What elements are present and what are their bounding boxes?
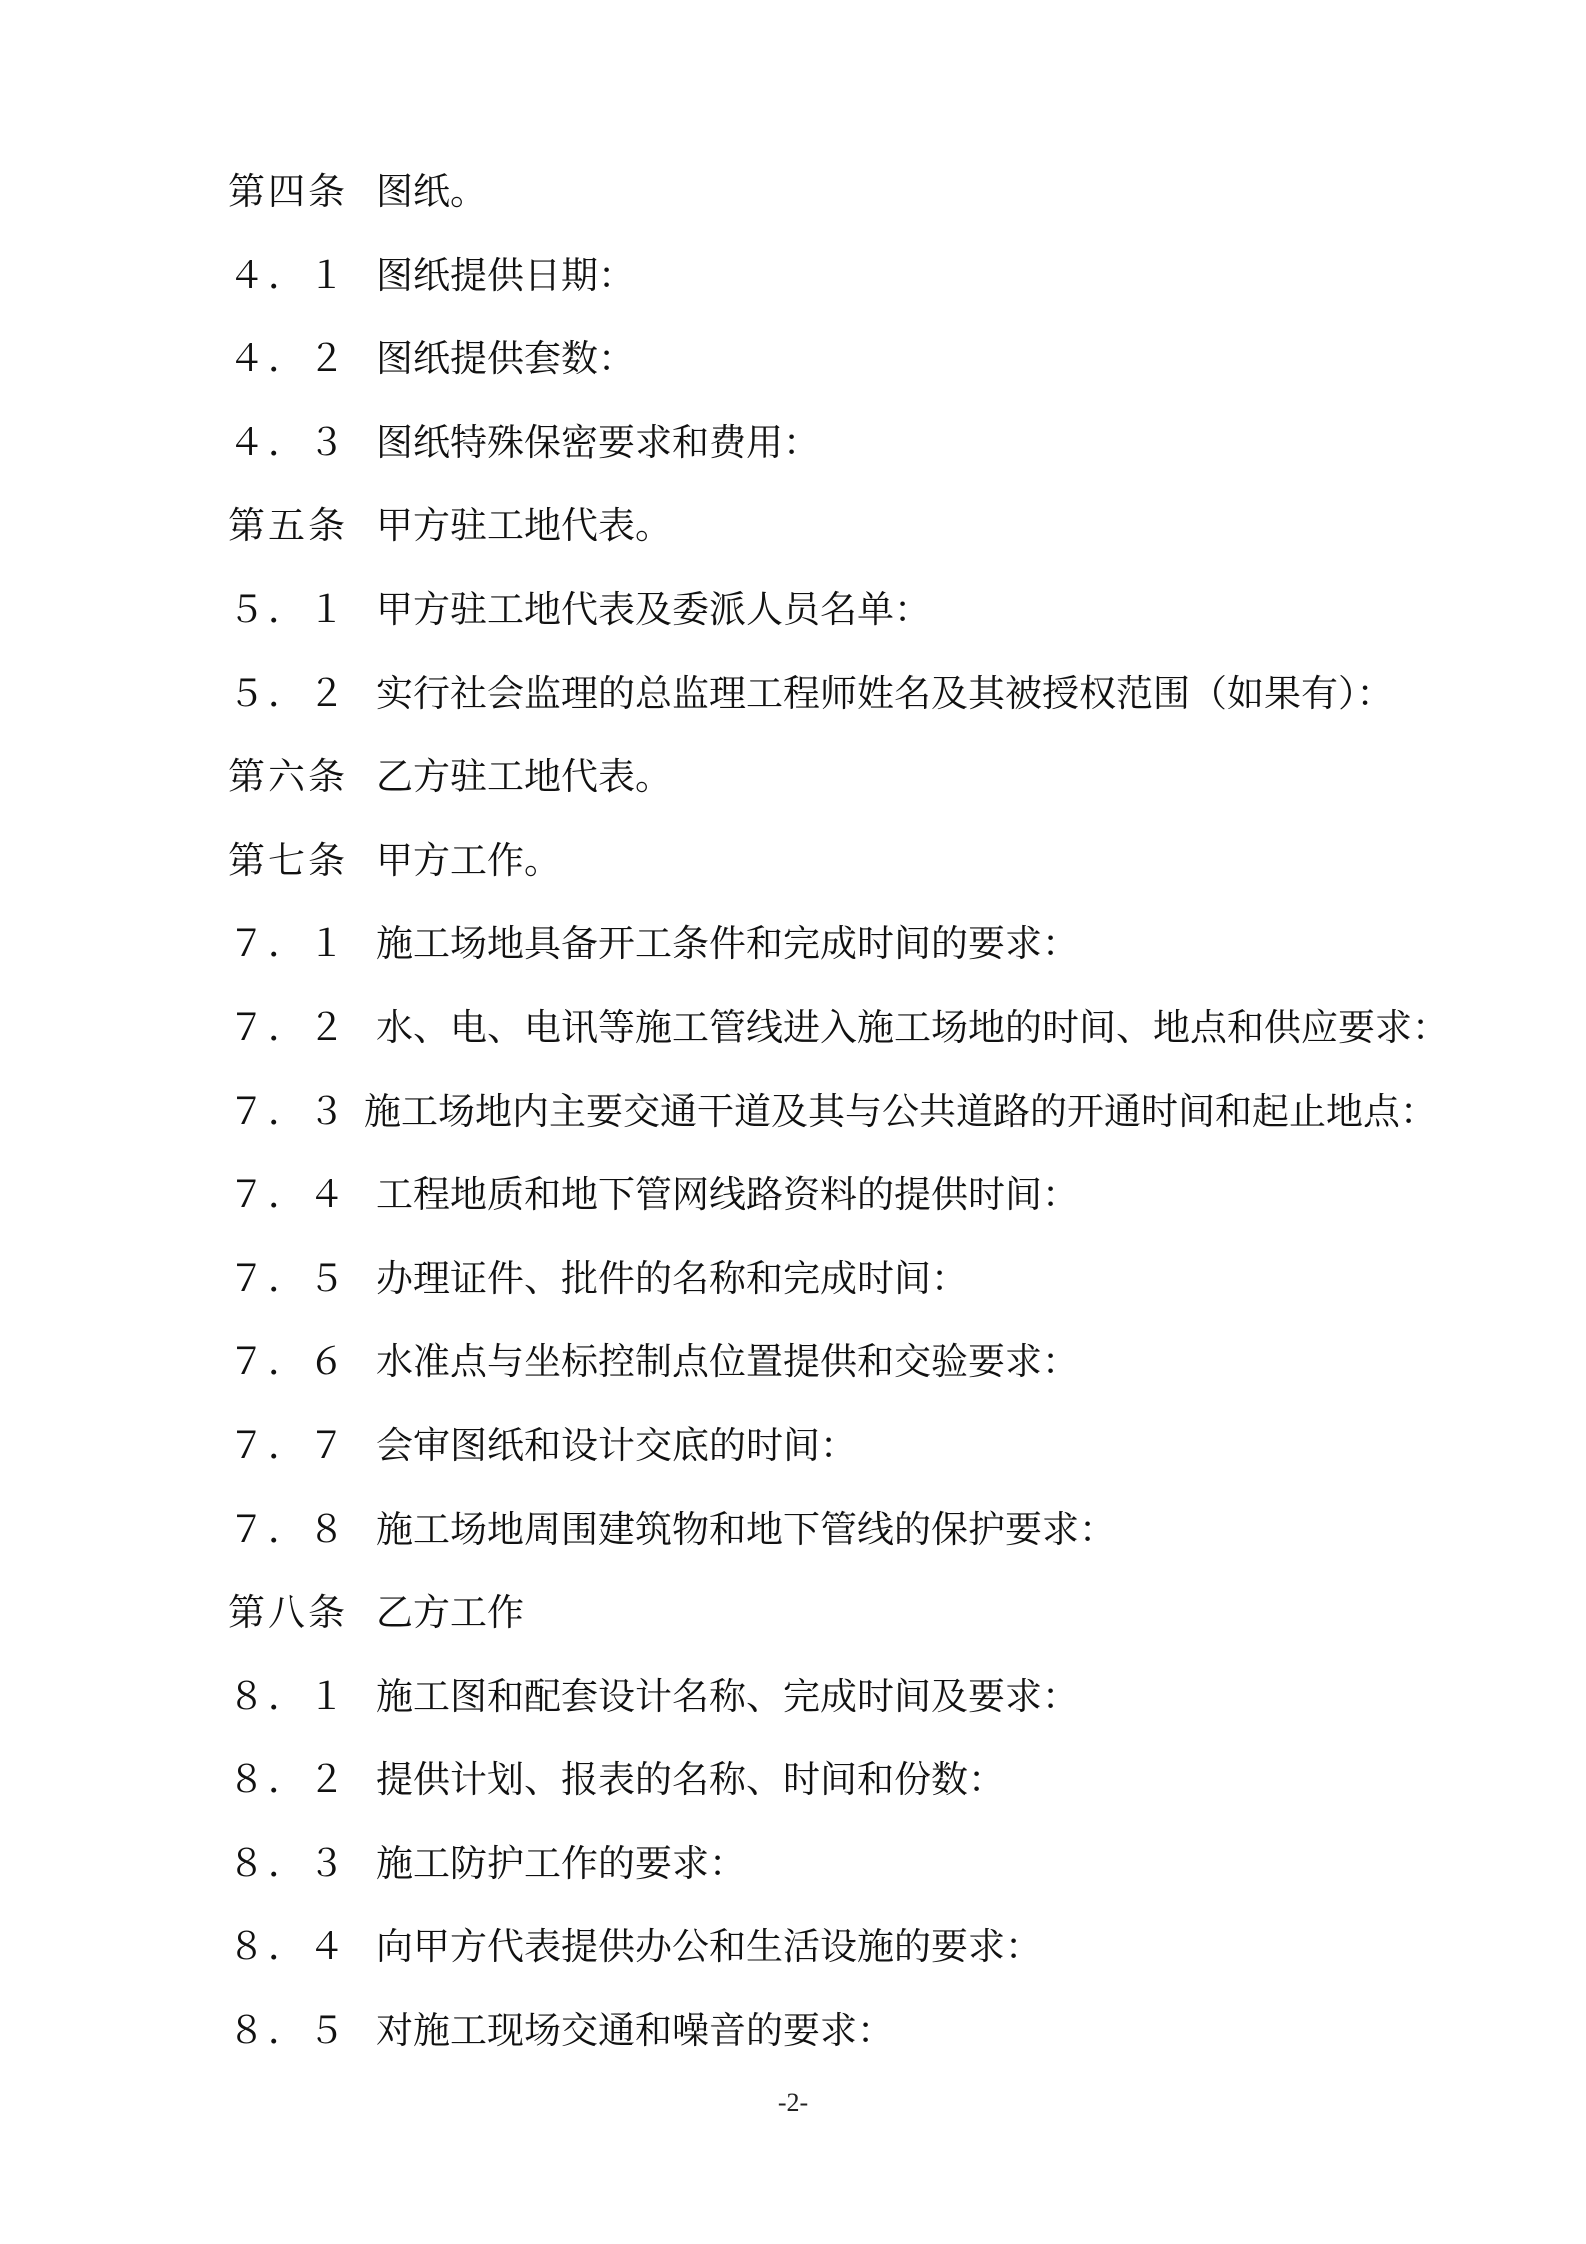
clause-line	[228, 1989, 1548, 2073]
clause-line	[228, 1404, 1548, 1488]
clause-number: ８．２	[228, 1758, 348, 1802]
clause-line	[228, 317, 1548, 401]
clause-number: 第七条	[228, 838, 348, 882]
clause-text: 甲方工作。	[376, 838, 561, 882]
clause-line	[228, 1738, 1548, 1822]
clause-text: 施工防护工作的要求：	[376, 1841, 746, 1885]
clause-number: ４．２	[228, 337, 348, 381]
clause-number: ８．３	[228, 1841, 348, 1885]
clause-number: ８．１	[228, 1674, 348, 1718]
clause-line	[228, 401, 1548, 485]
clause-number: ８．４	[228, 1925, 348, 1969]
clause-number: ７．５	[228, 1256, 348, 1300]
clause-number: ７．８	[228, 1507, 348, 1551]
clause-text: 乙方驻工地代表。	[376, 755, 672, 799]
clause-text: 实行社会监理的总监理工程师姓名及其被授权范围（如果有）：	[376, 671, 1394, 715]
clause-line	[228, 735, 1548, 819]
clause-text: 施工场地内主要交通干道及其与公共道路的开通时间和起止地点：	[364, 1089, 1437, 1133]
clause-line	[228, 986, 1548, 1070]
clause-list	[228, 150, 1548, 2073]
clause-line	[228, 150, 1548, 234]
clause-line	[228, 1070, 1548, 1154]
page-number: -2-	[777, 2088, 809, 2117]
clause-line	[228, 652, 1548, 736]
clause-line	[228, 1822, 1548, 1906]
clause-line	[228, 1488, 1548, 1572]
clause-number: 第五条	[228, 504, 348, 548]
clause-text: 施工图和配套设计名称、完成时间及要求：	[376, 1674, 1079, 1718]
clause-text: 图纸。	[376, 170, 487, 213]
clause-number: ４．１	[228, 253, 348, 297]
clause-line	[228, 1153, 1548, 1237]
clause-number: ７．３	[228, 1089, 348, 1133]
clause-line	[228, 1655, 1548, 1739]
clause-text: 图纸特殊保密要求和费用：	[376, 420, 820, 464]
clause-text: 工程地质和地下管网线路资料的提供时间：	[376, 1173, 1079, 1217]
clause-number: ７．１	[228, 922, 348, 966]
clause-line	[228, 484, 1548, 568]
clause-text: 图纸提供日期：	[376, 253, 635, 297]
clause-number: ５．１	[228, 587, 348, 631]
clause-text: 乙方工作	[376, 1591, 524, 1635]
clause-number: 第八条	[228, 1591, 348, 1635]
clause-number: ８．５	[228, 2009, 348, 2053]
clause-number: 第六条	[228, 755, 348, 799]
clause-text: 施工场地具备开工条件和完成时间的要求：	[376, 922, 1079, 966]
clause-number: 第四条	[228, 170, 348, 213]
clause-line	[228, 902, 1548, 986]
clause-line	[228, 234, 1548, 318]
clause-line	[228, 1237, 1548, 1321]
clause-text: 水、电、电讯等施工管线进入施工场地的时间、地点和供应要求：	[376, 1005, 1449, 1049]
clause-number: ４．３	[228, 420, 348, 464]
clause-number: ７．４	[228, 1173, 348, 1217]
clause-line	[228, 1571, 1548, 1655]
clause-text: 甲方驻工地代表及委派人员名单：	[376, 587, 931, 631]
clause-text: 水准点与坐标控制点位置提供和交验要求：	[376, 1340, 1079, 1384]
clause-text: 向甲方代表提供办公和生活设施的要求：	[376, 1925, 1042, 1969]
clause-number: ７．６	[228, 1340, 348, 1384]
clause-line	[228, 819, 1548, 903]
clause-line	[228, 1905, 1548, 1989]
clause-text: 施工场地周围建筑物和地下管线的保护要求：	[376, 1507, 1116, 1551]
clause-line	[228, 568, 1548, 652]
clause-text: 会审图纸和设计交底的时间：	[376, 1423, 857, 1467]
clause-line	[228, 1320, 1548, 1404]
clause-number: ７．２	[228, 1005, 348, 1049]
clause-text: 提供计划、报表的名称、时间和份数：	[376, 1758, 1005, 1802]
clause-number: ７．７	[228, 1423, 348, 1467]
clause-text: 办理证件、批件的名称和完成时间：	[376, 1256, 968, 1300]
clause-text: 甲方驻工地代表。	[376, 504, 672, 548]
clause-number: ５．２	[228, 671, 348, 715]
clause-text: 对施工现场交通和噪音的要求：	[376, 2009, 894, 2053]
clause-text: 图纸提供套数：	[376, 337, 635, 381]
